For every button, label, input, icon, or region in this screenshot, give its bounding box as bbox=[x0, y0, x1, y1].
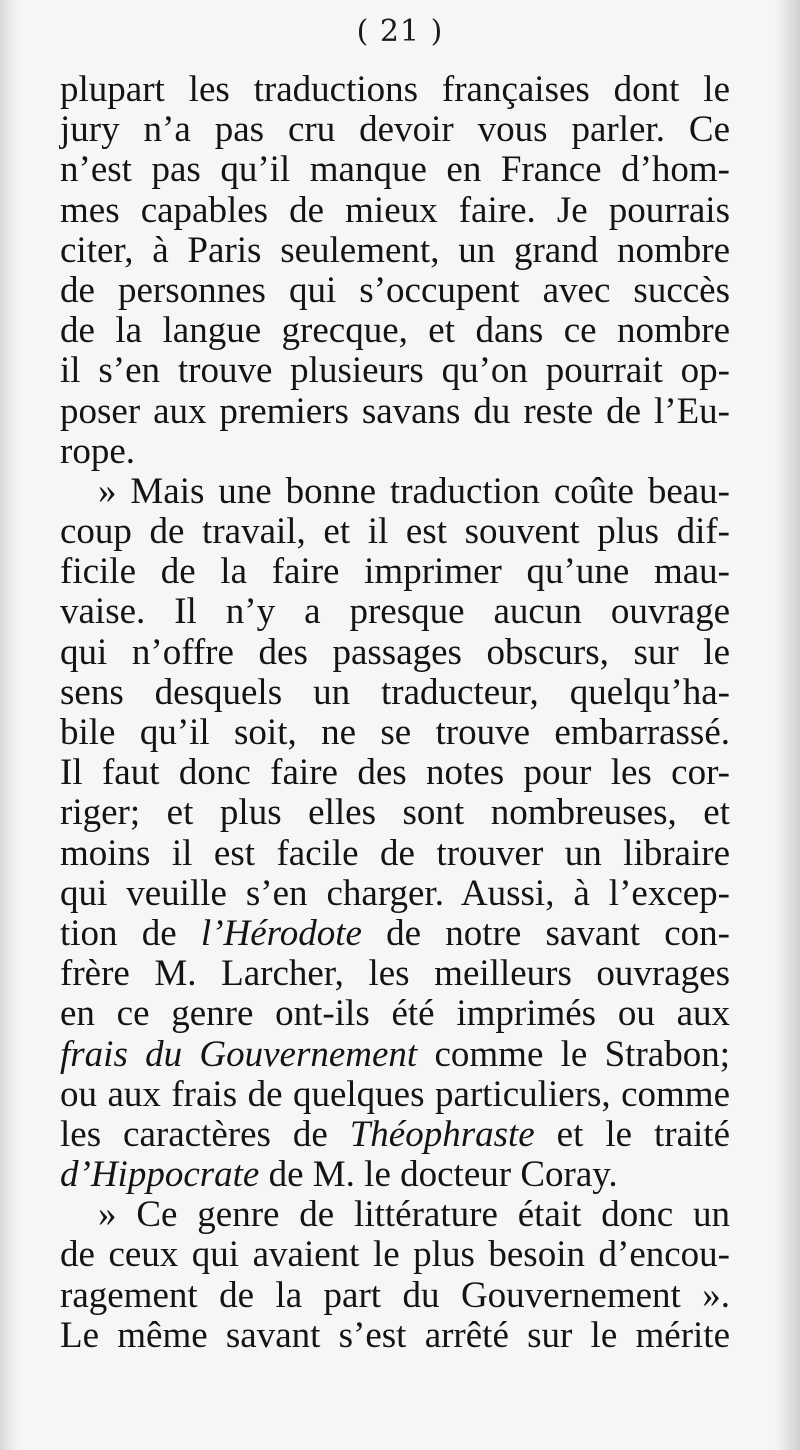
text-line: riger; et plus elles sont nombreuses, et bbox=[60, 792, 730, 834]
text-line: ragement de la part du Gouvernement ». bbox=[60, 1274, 730, 1316]
text-line: rope. bbox=[60, 430, 135, 472]
text-line: bile qu’il soit, ne se trouve embarrassé. bbox=[60, 712, 730, 753]
page-edge-left bbox=[0, 0, 22, 1450]
text-line: qui n’offre des passages obscurs, sur le bbox=[60, 631, 730, 673]
text-line: de ceux qui avaient le plus besoin d’encou- bbox=[60, 1234, 730, 1276]
text-line: Le même savant s’est arrêté sur le mérite bbox=[60, 1314, 730, 1356]
text-line: frère M. Larcher, les meilleurs ouvrages bbox=[60, 953, 730, 995]
text-line: en ce genre ont-ils été imprimés ou aux bbox=[60, 993, 730, 1035]
text-line: mes capables de mieux faire. Je pourrais bbox=[60, 189, 730, 231]
text-line: qui veuille s’en charger. Aussi, à l’excep- bbox=[60, 872, 730, 914]
text-line: d’Hippocrate de M. le docteur Coray. bbox=[60, 1154, 618, 1196]
text-line: plupart les traductions françaises dont le bbox=[60, 69, 730, 110]
text-line: les caractères de Théophraste et le traité bbox=[60, 1113, 730, 1155]
body-text bbox=[60, 70, 730, 1356]
text-line: poser aux premiers savans du reste de l’Eu- bbox=[60, 390, 730, 432]
text-line: de la langue grecque, et dans ce nombre bbox=[60, 310, 730, 352]
text-line: de personnes qui s’occupent avec succès bbox=[60, 269, 730, 311]
italic-title: Théophraste bbox=[349, 1113, 535, 1155]
text-line: tion de l’Hérodote de notre savant con- bbox=[60, 912, 730, 954]
text-line: il s’en trouve plusieurs qu’on pourrait op- bbox=[60, 350, 730, 392]
text-line: vaise. Il n’y a presque aucun ouvrage bbox=[60, 591, 730, 633]
text-line: jury n’a pas cru devoir vous parler. Ce bbox=[60, 109, 730, 151]
italic-title: frais du Gouvernement bbox=[60, 1033, 418, 1075]
text-line: ou aux frais de quelques particuliers, comme bbox=[60, 1073, 730, 1115]
text-line: coup de travail, et il est souvent plus dif- bbox=[60, 511, 730, 553]
page-number: ( 21 ) bbox=[356, 14, 444, 49]
italic-title: l’Hérodote bbox=[200, 912, 362, 954]
text-line: » Mais une bonne traduction coûte beau- bbox=[98, 470, 730, 512]
italic-title: d’Hippocrate bbox=[60, 1154, 260, 1196]
text-line: Il faut donc faire des notes pour les cor- bbox=[60, 752, 730, 794]
text-line: n’est pas qu’il manque en France d’hom- bbox=[60, 149, 730, 191]
text-line: sens desquels un traducteur, quelqu’ha- bbox=[60, 671, 730, 713]
text-line: moins il est facile de trouver un libraire bbox=[60, 832, 730, 874]
page-edge-right bbox=[774, 0, 800, 1450]
text-line: » Ce genre de littérature était donc un bbox=[98, 1194, 730, 1236]
text-line: ficile de la faire imprimer qu’une mau- bbox=[60, 551, 730, 593]
text-line: frais du Gouvernement comme le Strabon; bbox=[60, 1033, 730, 1075]
text-line: citer, à Paris seulement, un grand nombre bbox=[60, 229, 730, 271]
